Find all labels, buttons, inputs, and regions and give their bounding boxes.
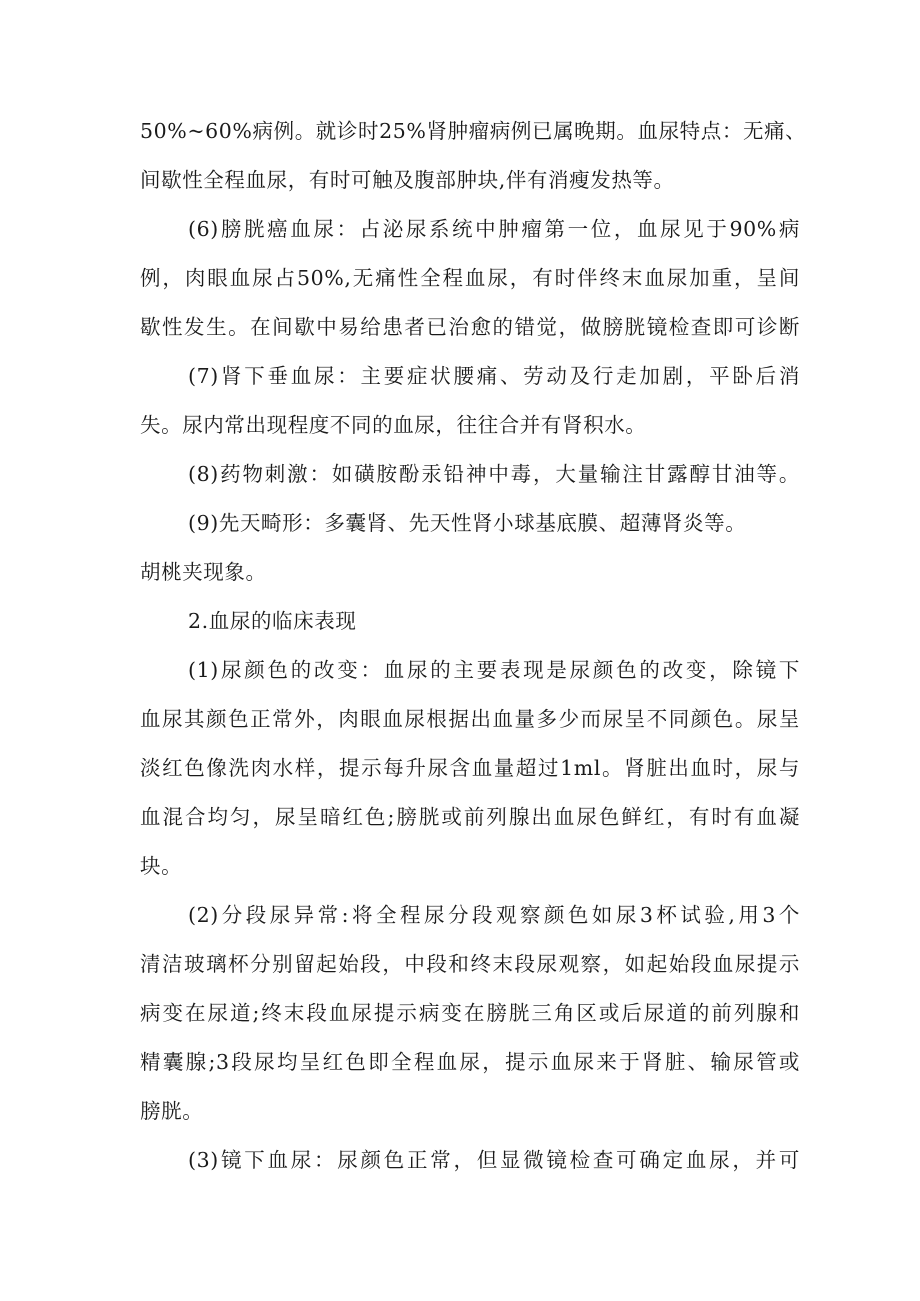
text-line: (7)肾下垂血尿：主要症状腰痛、劳动及行走加剧，平卧后消	[188, 364, 800, 388]
text-line: 50%~60%病例。就诊时25%肾肿瘤病例已属晚期。血尿特点：无痛、	[140, 119, 807, 143]
text-line: 块。	[140, 854, 183, 878]
text-line: 例，肉眼血尿占50%,无痛性全程血尿，有时伴终末血尿加重，呈间	[140, 266, 800, 290]
section-heading: 2.血尿的临床表现	[188, 609, 357, 633]
text-line: 歇性发生。在间歇中易给患者已治愈的错觉，做膀胱镜检查即可诊断	[140, 315, 800, 339]
text-line: 病变在尿道;终末段血尿提示病变在膀胱三角区或后尿道的前列腺和	[140, 1001, 800, 1025]
text-line: 淡红色像洗肉水样，提示每升尿含血量超过1ml。肾脏出血时，尿与	[140, 756, 800, 780]
text-line: 胡桃夹现象。	[140, 560, 267, 584]
text-line: 间歇性全程血尿，有时可触及腹部肿块,伴有消瘦发热等。	[140, 168, 675, 192]
text-line: 血尿其颜色正常外，肉眼血尿根据出血量多少而尿呈不同颜色。尿呈	[140, 707, 800, 731]
text-line: (2)分段尿异常:将全程尿分段观察颜色如尿3杯试验,用3个	[188, 903, 800, 927]
text-line: 膀胱。	[140, 1099, 204, 1123]
text-line: 失。尿内常出现程度不同的血尿，往往合并有肾积水。	[140, 413, 647, 437]
text-line: 血混合均匀，尿呈暗红色;膀胱或前列腺出血尿色鲜红，有时有血凝	[140, 805, 800, 829]
text-line: (1)尿颜色的改变：血尿的主要表现是尿颜色的改变，除镜下	[188, 658, 800, 682]
text-line: (6)膀胱癌血尿：占泌尿系统中肿瘤第一位，血尿见于90%病	[188, 217, 800, 241]
text-line: (3)镜下血尿：尿颜色正常，但显微镜检查可确定血尿，并可	[188, 1148, 800, 1172]
text-line: (9)先天畸形：多囊肾、先天性肾小球基底膜、超薄肾炎等。	[188, 511, 747, 535]
text-line: 清洁玻璃杯分别留起始段，中段和终末段尿观察，如起始段血尿提示	[140, 952, 800, 976]
text-line: 精囊腺;3段尿均呈红色即全程血尿，提示血尿来于肾脏、输尿管或	[140, 1050, 800, 1074]
text-line: (8)药物刺激：如磺胺酚汞铅神中毒，大量输注甘露醇甘油等。	[188, 462, 800, 486]
